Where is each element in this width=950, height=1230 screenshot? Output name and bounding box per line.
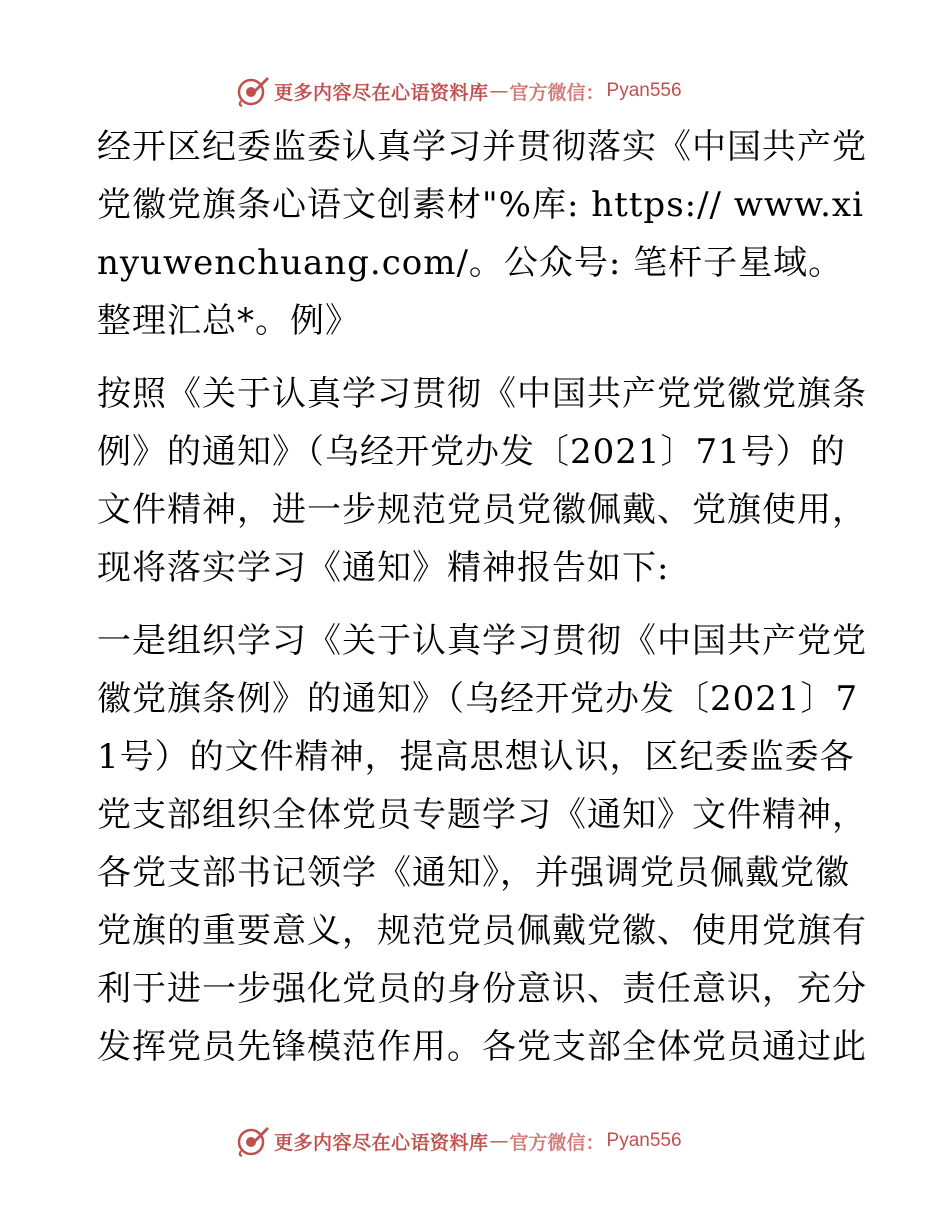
watermark-text: 更多内容尽在心语资料库 (274, 1131, 489, 1154)
document-body (97, 118, 867, 1091)
watermark-wechat-id: Pyan556 (606, 80, 682, 101)
watermark-header (236, 74, 682, 108)
watermark-wechat-label: 官方微信： (509, 81, 605, 104)
watermark-dash: — (489, 80, 509, 102)
paragraph-3: 一是组织学习《关于认真学习贯彻《中国共产党党徽党旗条例》的通知》（乌经开党办发〔2021〕71号）的文件精神，提高思想认识，区纪委监委各党支部组织全体党员专题学习《通知》文件精神，各党支部书记领学《通知》，并强调党员佩戴党徽党旗的重要意义，规范党员佩戴党徽、使用党旗有利于进一步强化党员的身份意识、责任意识，充分发挥党员先锋模范作用。各党支部全体党员通过此 (97, 621, 867, 1067)
pen-logo-icon (236, 74, 270, 108)
watermark-wechat-label: 官方微信： (509, 1131, 605, 1154)
pen-logo-icon (236, 1124, 270, 1158)
paragraph-1: 经开区纪委监委认真学习并贯彻落实《中国共产党党徽党旗条心语文创素材"%库: https:// www.xinyuwenchuang.com/。公众号: 笔杆子星域。整理汇总*。例》 (97, 127, 867, 341)
watermark-footer (236, 1124, 682, 1158)
paragraph-2: 按照《关于认真学习贯彻《中国共产党党徽党旗条例》的通知》（乌经开党办发〔2021〕71号）的文件精神，进一步规范党员党徽佩戴、党旗使用，现将落实学习《通知》精神报告如下: (97, 374, 867, 588)
watermark-dash: — (489, 1130, 509, 1152)
watermark-text: 更多内容尽在心语资料库 (274, 81, 489, 104)
watermark-wechat-id: Pyan556 (606, 1130, 682, 1151)
